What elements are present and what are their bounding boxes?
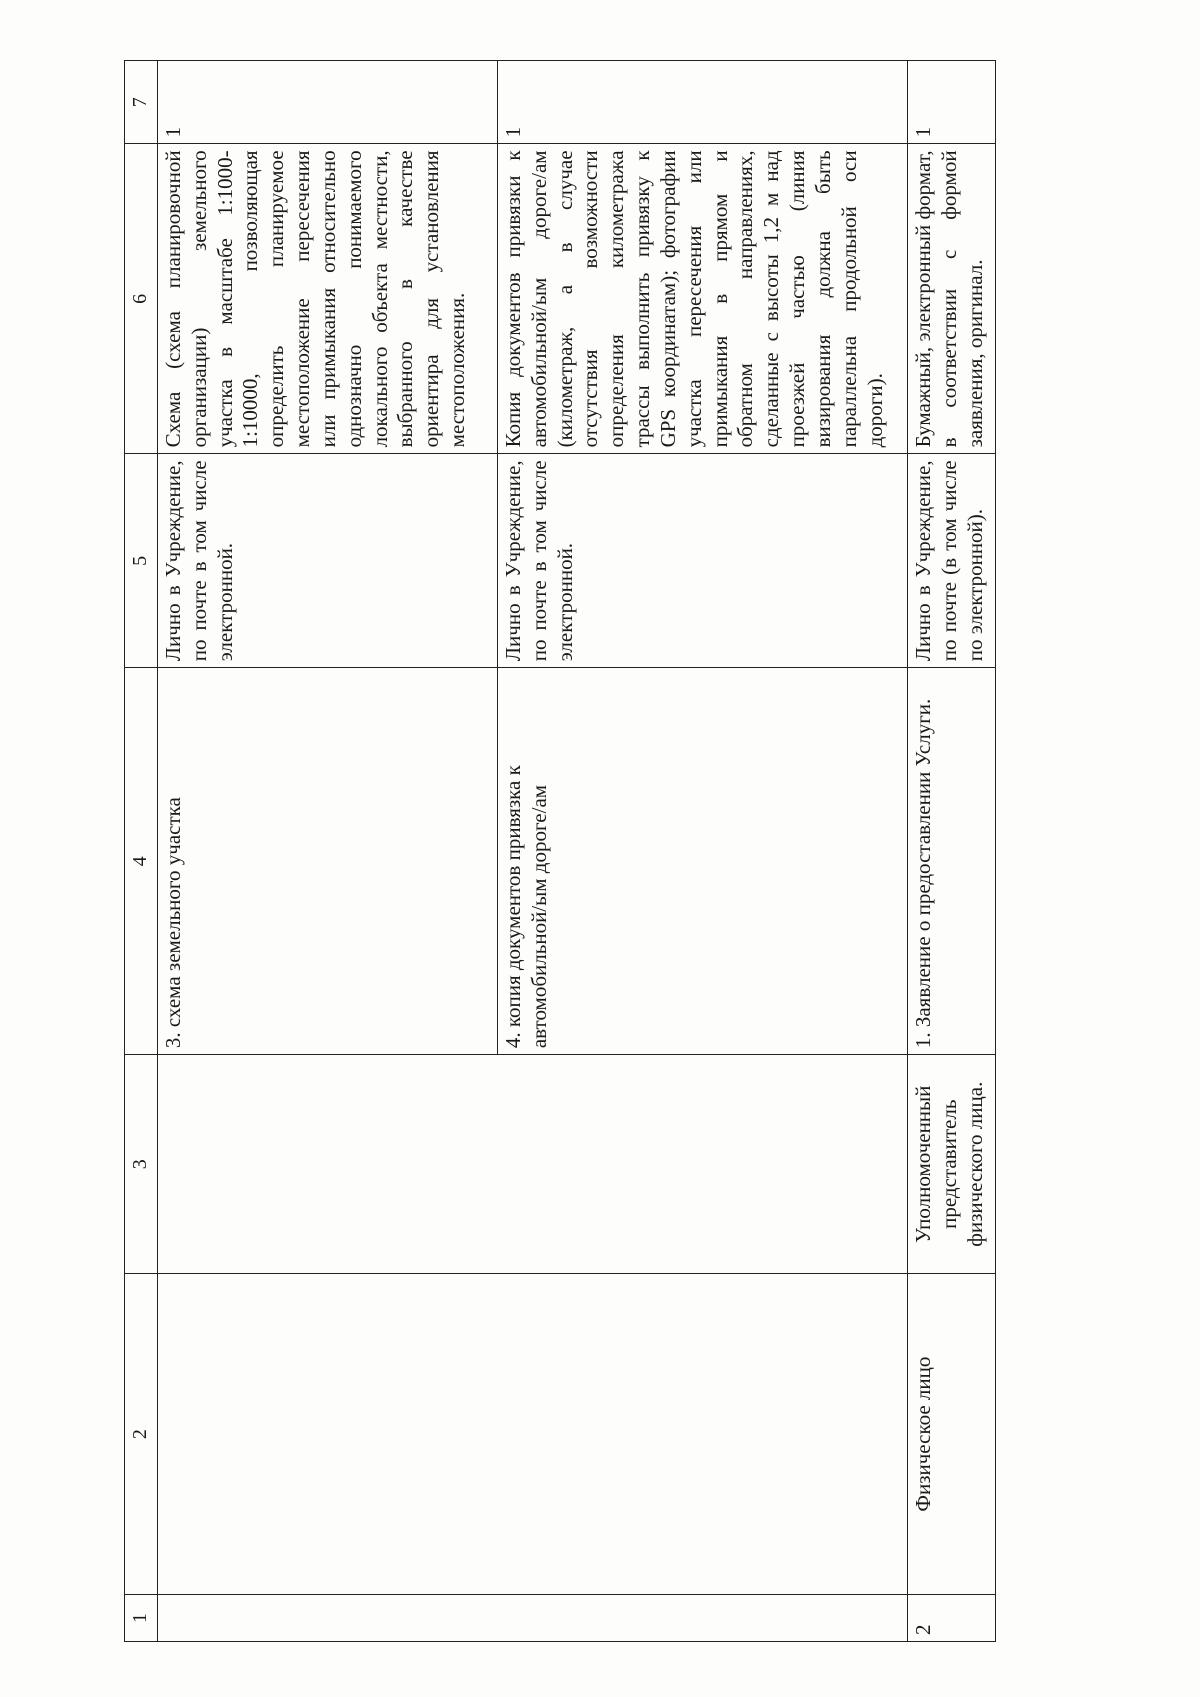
- representative-cell: [498, 1055, 908, 1274]
- applicant-category-cell: [498, 1274, 908, 1595]
- representative-cell: [158, 1055, 498, 1274]
- header-cell-6: 6: [125, 144, 158, 454]
- quantity-cell: 1: [158, 61, 498, 144]
- submission-method-cell: Лично в Учреждение, по почте (в том числе по электронной).: [908, 454, 996, 668]
- document-name-cell: 3. схема земельного участка: [158, 668, 498, 1055]
- document-requirements-cell: Бумажный, электронный формат, в соответствии с формой заявления, оригинал.: [908, 144, 996, 454]
- header-cell-2: 2: [125, 1274, 158, 1595]
- header-cell-3: 3: [125, 1055, 158, 1274]
- document-name-cell: 4. копия документов привязка к автомобильной/ым дороге/ам: [498, 668, 908, 1055]
- table-row: [158, 61, 498, 1642]
- document-requirements-cell: Схема (схема планировочной организации) земельного участка в масштабе 1:1000-1:10000, позволяющая определить планируемое местоположение пересечения или примыкания относительно однозначно понимаемого локального объекта местности, выбранного в качестве ориентира для установления местоположения.: [158, 144, 498, 454]
- row-number-cell: [158, 1594, 498, 1641]
- header-cell-7: 7: [125, 61, 158, 144]
- row-number-cell: [498, 1594, 908, 1641]
- header-cell-4: 4: [125, 668, 158, 1055]
- document-requirements-cell: Копия документов привязки к автомобильной/ым дороге/ам (километраж, а в случае отсутствия возможности определения километража трассы выполнить привязку к GPS координатам); фотографии участка пересечения или примыкания в прямом и обратном направлениях, сделанные с высоты 1,2 м над проезжей частью (линия визирования должна быть параллельна продольной оси дороги).: [498, 144, 908, 454]
- submission-method-cell: Лично в Учреждение, по почте в том числе электронной.: [158, 454, 498, 668]
- table-row: [498, 61, 908, 1642]
- header-cell-5: 5: [125, 454, 158, 668]
- applicant-category-cell: [158, 1274, 498, 1595]
- rotated-table-sheet: [124, 60, 1084, 1642]
- table-row: [908, 61, 996, 1642]
- table-header-row: [125, 61, 158, 1642]
- header-cell-1: 1: [125, 1594, 158, 1641]
- document-name-cell: 1. Заявление о предоставлении Услуги.: [908, 668, 996, 1055]
- quantity-cell: 1: [498, 61, 908, 144]
- submission-method-cell: Лично в Учреждение, по почте в том числе электронной.: [498, 454, 908, 668]
- row-number-cell: 2: [908, 1594, 996, 1641]
- representative-cell: Уполномоченный представитель физического лица.: [908, 1055, 996, 1274]
- document-table: [124, 60, 996, 1642]
- applicant-category-cell: Физическое лицо: [908, 1274, 996, 1595]
- quantity-cell: 1: [908, 61, 996, 144]
